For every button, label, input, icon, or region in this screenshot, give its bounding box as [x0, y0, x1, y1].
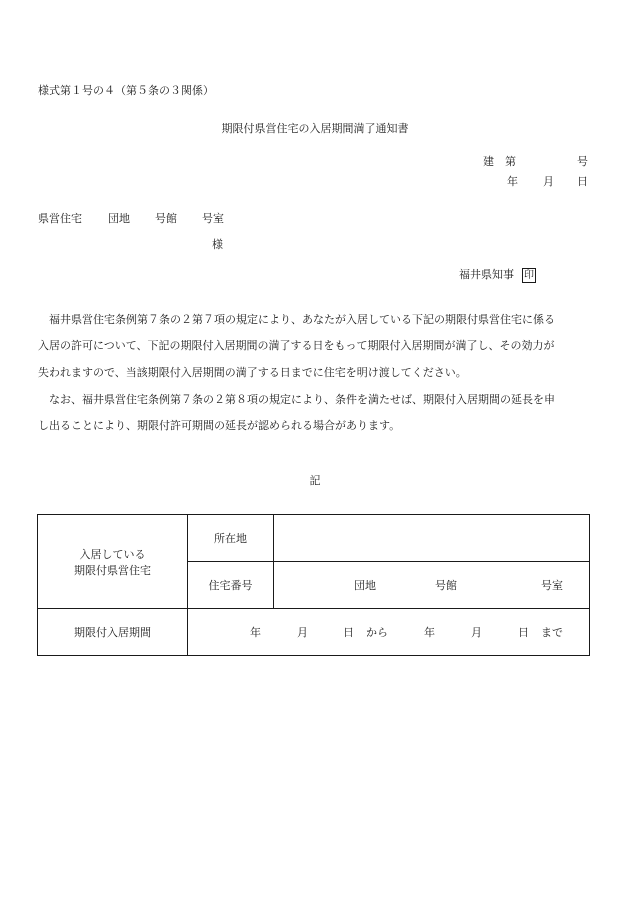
location-label-cell: 所在地 — [188, 515, 274, 562]
ki-heading: 記 — [309, 474, 321, 487]
form-number: 様式第１号の４（第５条の３関係） — [38, 84, 214, 97]
housing-label-line2: 期限付県営住宅 — [74, 563, 151, 577]
housing-label-cell — [38, 515, 188, 609]
period-kara: から — [366, 626, 388, 639]
addressee-sama: 様 — [212, 238, 223, 251]
addressee-danchi: 団地 — [108, 212, 130, 225]
date-year-label: 年 — [507, 175, 518, 188]
addressee-gokan: 号館 — [155, 212, 177, 225]
period-value-cell — [188, 609, 590, 656]
housing-table — [37, 514, 590, 656]
location-value-cell — [274, 515, 590, 562]
body-p1-line2: 入居の許可について、下記の期限付入居期間の満了する日をもって期限付入居期間が満了し、その効力が — [38, 339, 555, 352]
period-end-day: 日 — [518, 626, 529, 639]
period-start-year: 年 — [250, 626, 261, 639]
period-start-day: 日 — [343, 626, 354, 639]
table-row-location — [38, 515, 590, 562]
date-day-label: 日 — [577, 175, 588, 188]
body-p1-line3: 失われますので、当該期限付入居期間の満了する日までに住宅を明け渡してください。 — [38, 366, 467, 379]
body-p1-line1: 福井県営住宅条例第７条の２第７項の規定により、あなたが入居している下記の期限付県営住宅に係る — [49, 313, 555, 326]
period-end-year: 年 — [424, 626, 435, 639]
period-start-month: 月 — [297, 626, 308, 639]
number-label-cell: 住宅番号 — [188, 562, 274, 609]
document-title: 期限付県営住宅の入居期間満了通知書 — [221, 122, 409, 135]
period-label-cell: 期限付入居期間 — [38, 609, 188, 656]
ref-go: 号 — [577, 155, 588, 168]
ref-ken: 建 — [483, 155, 494, 168]
addressee-prefix: 県営住宅 — [38, 212, 82, 225]
seal-mark: 印 — [524, 270, 534, 281]
ref-dai: 第 — [505, 155, 516, 168]
date-month-label: 月 — [543, 175, 554, 188]
sender-name — [459, 266, 536, 283]
sender-name-text: 福井県知事 — [459, 268, 514, 281]
body-p2-line1: なお、福井県営住宅条例第７条の２第８項の規定により、条件を満たせば、期限付入居期間の延長を申 — [49, 393, 555, 406]
period-end-month: 月 — [471, 626, 482, 639]
number-danchi: 団地 — [354, 579, 376, 592]
period-made: まで — [541, 626, 563, 639]
body-p2-line2: し出ることにより、期限付許可期間の延長が認められる場合があります。 — [38, 419, 401, 432]
housing-label-line1: 入居している — [79, 547, 146, 561]
addressee-goshitsu: 号室 — [202, 212, 224, 225]
number-gokan: 号館 — [435, 579, 457, 592]
number-goshitsu: 号室 — [541, 579, 563, 592]
table-row-period — [38, 609, 590, 656]
number-value-cell — [274, 562, 590, 609]
